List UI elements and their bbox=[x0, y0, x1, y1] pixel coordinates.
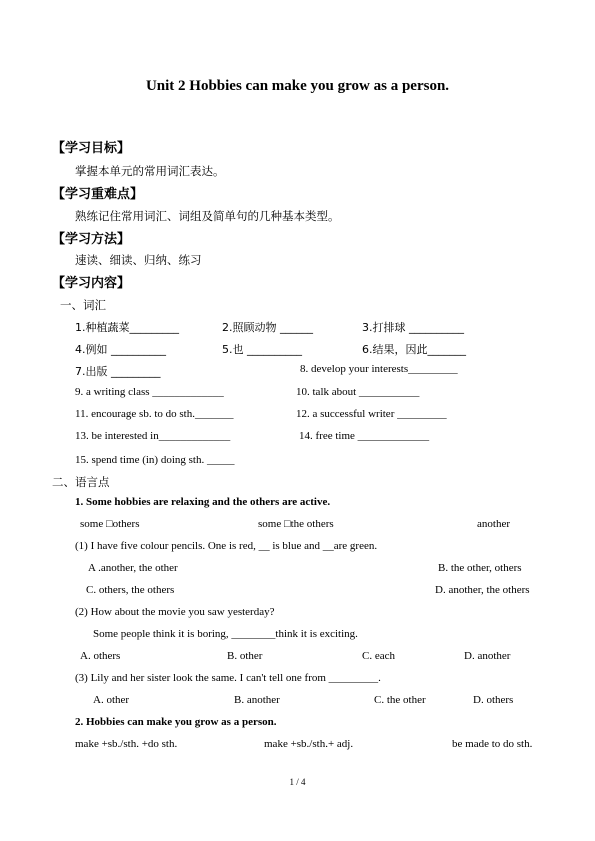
form-item: some □the others bbox=[258, 518, 334, 530]
question-1: (1) I have five colour pencils. One is red, __ is blue and __are green. bbox=[75, 540, 378, 552]
form-item: make +sb./sth.+ adj. bbox=[264, 738, 354, 750]
option: C. others, the others bbox=[86, 584, 175, 596]
grammar-heading: 二、语言点 bbox=[52, 475, 110, 489]
content-heading: 【学习内容】 bbox=[52, 276, 131, 291]
option: B. another bbox=[234, 694, 280, 706]
keypoints-heading: 【学习重难点】 bbox=[52, 187, 144, 202]
question-2-line: Some people think it is boring, ________think it is exciting. bbox=[93, 628, 358, 640]
vocab-item: 2.照顾动物 ______ bbox=[222, 321, 313, 334]
question-3: (3) Lily and her sister look the same. I can't tell one from _________. bbox=[75, 672, 381, 684]
goals-heading: 【学习目标】 bbox=[52, 141, 131, 156]
methods-text: 速读、细读、归纳、练习 bbox=[75, 253, 202, 267]
vocab-item: 5.也 __________ bbox=[222, 343, 302, 356]
option: D. another bbox=[464, 650, 511, 662]
option: A. others bbox=[80, 650, 121, 662]
vocab-item: 12. a successful writer _________ bbox=[296, 408, 447, 420]
goals-text: 掌握本单元的常用词汇表达。 bbox=[75, 164, 225, 178]
option: D. another, the others bbox=[435, 584, 530, 596]
option: B. other bbox=[227, 650, 263, 662]
question-2: (2) How about the movie you saw yesterday? bbox=[75, 606, 275, 618]
keypoints-text: 熟练记住常用词汇、词组及简单句的几种基本类型。 bbox=[75, 209, 340, 223]
option: A .another, the other bbox=[88, 562, 178, 574]
vocab-item: 6.结果，因此_______ bbox=[362, 343, 466, 356]
vocab-item: 11. encourage sb. to do sth._______ bbox=[75, 408, 234, 420]
vocab-item: 15. spend time (in) doing sth. _____ bbox=[75, 454, 235, 466]
vocab-item: 3.打排球 __________ bbox=[362, 321, 464, 334]
option: B. the other, others bbox=[438, 562, 522, 574]
vocab-heading: 一、词汇 bbox=[60, 298, 106, 312]
form-item: be made to do sth. bbox=[452, 738, 533, 750]
page-title: Unit 2 Hobbies can make you grow as a person. bbox=[145, 78, 450, 94]
vocab-item: 8. develop your interests_________ bbox=[300, 363, 458, 375]
grammar-point-1: 1. Some hobbies are relaxing and the others are active. bbox=[75, 496, 331, 508]
option: D. others bbox=[473, 694, 514, 706]
vocab-item: 9. a writing class _____________ bbox=[75, 386, 224, 398]
page-number: 1 / 4 bbox=[289, 777, 306, 787]
option: C. the other bbox=[374, 694, 426, 706]
form-item: make +sb./sth. +do sth. bbox=[75, 738, 178, 750]
option: C. each bbox=[362, 650, 395, 662]
vocab-item: 13. be interested in_____________ bbox=[75, 430, 231, 442]
form-item: some □others bbox=[80, 518, 140, 530]
vocab-item: 10. talk about ___________ bbox=[296, 386, 420, 398]
vocab-item: 7.出版 _________ bbox=[75, 365, 161, 378]
vocab-item: 1.种植蔬菜_________ bbox=[75, 321, 179, 334]
form-item: another bbox=[477, 518, 510, 530]
vocab-item: 4.例如 __________ bbox=[75, 343, 166, 356]
vocab-item: 14. free time _____________ bbox=[299, 430, 430, 442]
grammar-point-2: 2. Hobbies can make you grow as a person. bbox=[75, 716, 277, 728]
methods-heading: 【学习方法】 bbox=[52, 232, 131, 247]
option: A. other bbox=[93, 694, 130, 706]
